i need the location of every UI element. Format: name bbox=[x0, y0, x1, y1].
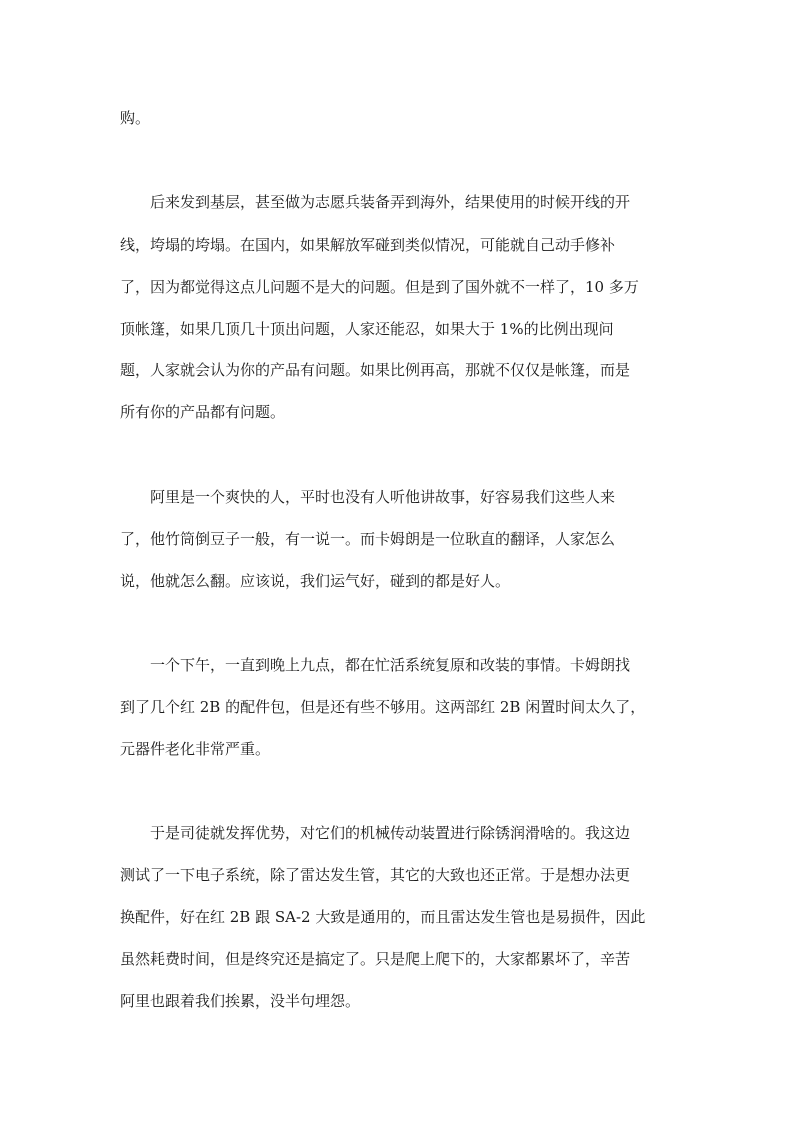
text-line: 后来发到基层，甚至做为志愿兵装备弄到海外，结果使用的时候开线的开 bbox=[150, 193, 631, 211]
text-line: 于是司徒就发挥优势，对它们的机械传动装置进行除锈润滑啥的。我这边 bbox=[150, 824, 631, 842]
text-line: 所有你的产品都有问题。 bbox=[120, 403, 286, 421]
text-line: 线，垮塌的垮塌。在国内，如果解放军碰到类似情况，可能就自己动手修补 bbox=[120, 236, 616, 254]
text-line: 顶帐篷，如果几顶几十顶出问题，人家还能忍，如果大于 1%的比例出现问 bbox=[120, 320, 614, 338]
text-line: 阿里是一个爽快的人，平时也没有人听他讲故事，好容易我们这些人来 bbox=[150, 488, 616, 506]
text-line: 说，他就怎么翻。应该说，我们运气好，碰到的都是好人。 bbox=[120, 572, 511, 590]
text-line: 购。 bbox=[120, 109, 151, 127]
text-line: 了，因为都觉得这点儿问题不是大的问题。但是到了国外就不一样了，10 多万 bbox=[120, 278, 639, 296]
text-line: 了，他竹筒倒豆子一般，有一说一。而卡姆朗是一位耿直的翻译，人家怎么 bbox=[120, 530, 616, 548]
text-line: 换配件，好在红 2B 跟 SA-2 大致是通用的，而且雷达发生管也是易损件，因此 bbox=[120, 908, 646, 926]
text-line: 到了几个红 2B 的配件包，但是还有些不够用。这两部红 2B 闲置时间太久了， bbox=[120, 698, 646, 716]
text-line: 虽然耗费时间，但是终究还是搞定了。只是爬上爬下的，大家都累坏了，辛苦 bbox=[120, 950, 631, 968]
text-line: 题，人家就会认为你的产品有问题。如果比例再高，那就不仅仅是帐篷，而是 bbox=[120, 361, 631, 379]
text-line: 元器件老化非常严重。 bbox=[120, 740, 271, 758]
text-line: 一个下午，一直到晚上九点，都在忙活系统复原和改装的事情。卡姆朗找 bbox=[150, 656, 631, 674]
text-line: 测试了一下电子系统，除了雷达发生管，其它的大致也还正常。于是想办法更 bbox=[120, 866, 631, 884]
text-line: 阿里也跟着我们挨累，没半句埋怨。 bbox=[120, 992, 361, 1010]
